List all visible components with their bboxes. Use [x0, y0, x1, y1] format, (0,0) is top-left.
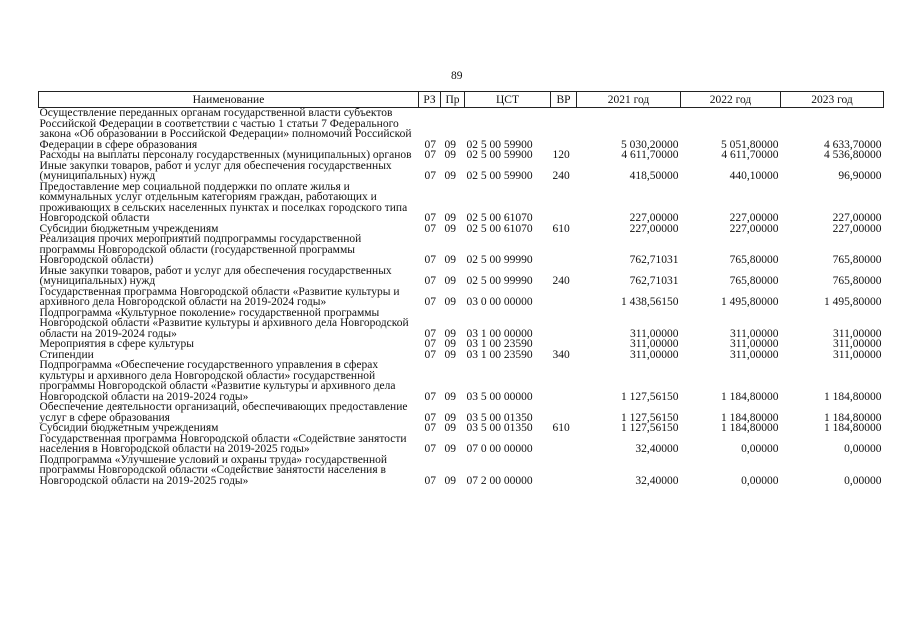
table-row: [39, 108, 884, 151]
cell-y2021: 762,71031: [629, 275, 679, 287]
cell-cst: 03 1 00 23590: [466, 348, 533, 361]
table-row: [39, 434, 884, 455]
cell-y2022: 311,00000: [730, 348, 779, 361]
cell-y2022: 227,00000: [729, 212, 779, 224]
cell-vr: 610: [552, 222, 570, 235]
cell-vr: [551, 360, 577, 402]
cell-pr: 09: [444, 390, 456, 403]
cell-name: Подпрограмма «Улучшение условий и охраны труда» государственной программы Новгородской области «Содействие занятости населения в Новгородской области на 2019-2025 годы»: [39, 453, 388, 487]
cell-cst: 07 0 00 00000: [466, 443, 533, 455]
cell-y2022: 765,80000: [729, 275, 779, 287]
table-row: [39, 455, 884, 487]
cell-y2021: 762,71031: [629, 254, 679, 266]
cell-vr: [551, 455, 577, 487]
cell-vr: [551, 287, 577, 308]
cell-rz: 07: [424, 254, 436, 266]
table-row: [39, 423, 884, 434]
table-body: [39, 108, 884, 487]
header-rz: РЗ: [419, 92, 441, 108]
header-2023: 2023 год: [781, 92, 884, 108]
cell-y2022: 1 184,80000: [721, 411, 779, 424]
cell-y2022: 4 611,70000: [721, 149, 779, 161]
header-2021: 2021 год: [577, 92, 681, 108]
cell-pr: 09: [444, 474, 456, 487]
cell-name: Предоставление мер социальной поддержки по оплате жилья и коммунальных услуг отдельным категориям граждан, работающих и проживающих в сельских населенных пунктах и поселках городского типа Новгородской области: [39, 180, 408, 224]
cell-name: Государственная программа Новгородской области «Содействие занятости населения в Новгородской области на 2019-2025 годы»: [39, 432, 407, 455]
cell-y2021: 1 127,56150: [621, 411, 679, 424]
cell-rz: 07: [424, 474, 436, 487]
cell-pr: 09: [444, 138, 456, 151]
table-row: [39, 360, 884, 402]
cell-name: Подпрограмма «Культурное поколение» государственной программы Новгородской области «Развитие культуры и архивного дела Новгородской области на 2019-2024 годы»: [39, 306, 409, 340]
cell-y2023: 1 184,80000: [824, 390, 882, 403]
cell-name: Субсидии бюджетным учреждениям: [39, 422, 219, 434]
cell-vr: [551, 308, 577, 340]
cell-cst: 03 5 00 01350: [466, 422, 533, 434]
cell-y2021: 32,40000: [635, 474, 679, 487]
cell-cst: 03 0 00 00000: [466, 296, 533, 308]
cell-y2022: 440,10000: [729, 170, 779, 182]
cell-vr: 340: [552, 348, 570, 361]
cell-cst: 02 5 00 99990: [466, 275, 533, 287]
table-row: [39, 339, 884, 350]
cell-vr: [551, 434, 577, 455]
cell-vr: 240: [552, 170, 570, 182]
table-row: [39, 150, 884, 161]
cell-pr: 09: [444, 411, 456, 424]
cell-rz: 07: [424, 149, 436, 161]
table-row: [39, 266, 884, 287]
cell-rz: 07: [424, 348, 436, 361]
cell-rz: 07: [424, 138, 436, 151]
cell-cst: 02 5 00 99990: [466, 254, 533, 266]
cell-name: Иные закупки товаров, работ и услуг для обеспечения государственных (муниципальных) нужд: [39, 159, 392, 182]
cell-name: Подпрограмма «Обеспечение государственного управления в сферах культуры и архивного дела Новгородской области» государственной программы Новгородской области «Развитие культуры и архивного дела Новгородской области на 2019-2024 годы»: [39, 359, 396, 403]
cell-vr: 610: [552, 422, 570, 434]
table-row: [39, 234, 884, 266]
table-header-row: [39, 92, 884, 108]
cell-y2022: 1 184,80000: [721, 390, 779, 403]
cell-vr: [551, 234, 577, 266]
cell-y2021: 4 611,70000: [621, 149, 679, 161]
cell-cst: 03 1 00 23590: [466, 338, 533, 350]
cell-vr: [551, 108, 577, 151]
cell-pr: 09: [444, 222, 456, 235]
cell-cst: 03 1 00 00000: [466, 327, 533, 340]
cell-vr: [551, 402, 577, 423]
cell-y2023: 96,90000: [838, 170, 882, 182]
cell-y2023: 1 184,80000: [824, 422, 882, 434]
cell-y2023: 0,00000: [844, 443, 882, 455]
cell-y2022: 0,00000: [741, 443, 779, 455]
budget-table: [38, 91, 884, 486]
cell-y2022: 311,00000: [730, 338, 779, 350]
cell-y2023: 311,00000: [833, 348, 882, 361]
cell-y2023: 765,80000: [832, 254, 882, 266]
cell-rz: 07: [424, 411, 436, 424]
cell-name: Расходы на выплаты персоналу государственных (муниципальных) органов: [39, 149, 412, 161]
cell-y2022: 227,00000: [729, 222, 779, 235]
cell-y2021: 227,00000: [629, 212, 679, 224]
cell-y2023: 4 536,80000: [824, 149, 882, 161]
cell-name: Реализация прочих мероприятий подпрограммы государственной программы Новгородской области (государственной программы Новгородской области): [39, 233, 362, 266]
cell-rz: 07: [424, 170, 436, 182]
cell-y2023: 311,00000: [833, 338, 882, 350]
cell-pr: 09: [444, 327, 456, 340]
cell-cst: 07 2 00 00000: [466, 474, 533, 487]
cell-rz: 07: [424, 338, 436, 350]
cell-y2022: 0,00000: [741, 474, 779, 487]
cell-rz: 07: [424, 422, 436, 434]
cell-rz: 07: [424, 212, 436, 224]
cell-y2021: 5 030,20000: [621, 138, 679, 151]
cell-y2021: 1 438,56150: [621, 296, 679, 308]
cell-y2022: 5 051,80000: [721, 138, 779, 151]
cell-y2022: 1 495,80000: [721, 296, 779, 308]
cell-rz: 07: [424, 443, 436, 455]
cell-y2023: 227,00000: [832, 222, 882, 235]
cell-pr: 09: [444, 338, 456, 350]
cell-pr: 09: [444, 254, 456, 266]
cell-cst: 02 5 00 59900: [466, 170, 533, 182]
cell-pr: 09: [444, 422, 456, 434]
cell-pr: 09: [444, 275, 456, 287]
cell-cst: 03 5 00 01350: [466, 411, 533, 424]
cell-rz: 07: [424, 275, 436, 287]
header-name: Наименование: [39, 92, 419, 108]
header-vr: ВР: [551, 92, 577, 108]
cell-y2021: 311,00000: [630, 348, 679, 361]
cell-cst: 02 5 00 61070: [466, 212, 533, 224]
cell-pr: 09: [444, 348, 456, 361]
cell-y2023: 765,80000: [832, 275, 882, 287]
cell-y2021: 1 127,56150: [621, 422, 679, 434]
header-cst: ЦСТ: [465, 92, 551, 108]
header-2022: 2022 год: [681, 92, 781, 108]
cell-y2023: 1 184,80000: [824, 411, 882, 424]
cell-name: Осуществление переданных органам государственной власти субъектов Российской Федерации в соответствии с частью 1 статьи 7 Федерального закона «Об образовании в Российской Федерации» полномочий Российской Федерации в сфере образования: [39, 107, 412, 151]
table-row: [39, 287, 884, 308]
cell-y2022: 311,00000: [730, 327, 779, 340]
cell-cst: 03 5 00 00000: [466, 390, 533, 403]
cell-vr: [551, 339, 577, 350]
cell-y2021: 311,00000: [630, 327, 679, 340]
cell-pr: 09: [444, 212, 456, 224]
cell-y2021: 311,00000: [630, 338, 679, 350]
table-row: [39, 308, 884, 340]
cell-vr: 240: [552, 275, 570, 287]
header-pr: Пр: [441, 92, 465, 108]
cell-rz: 07: [424, 390, 436, 403]
cell-y2022: 1 184,80000: [721, 422, 779, 434]
cell-cst: 02 5 00 59900: [466, 149, 533, 161]
cell-y2023: 311,00000: [833, 327, 882, 340]
cell-vr: [551, 182, 577, 224]
table-row: [39, 161, 884, 182]
cell-y2023: 1 495,80000: [824, 296, 882, 308]
table-row: [39, 182, 884, 224]
cell-cst: 02 5 00 59900: [466, 138, 533, 151]
cell-rz: 07: [424, 327, 436, 340]
cell-y2021: 227,00000: [629, 222, 679, 235]
cell-rz: 07: [424, 296, 436, 308]
cell-y2021: 1 127,56150: [621, 390, 679, 403]
cell-y2023: 4 633,70000: [824, 138, 882, 151]
cell-pr: 09: [444, 443, 456, 455]
cell-name: Иные закупки товаров, работ и услуг для обеспечения государственных (муниципальных) нужд: [39, 264, 392, 287]
cell-vr: 120: [552, 149, 570, 161]
cell-pr: 09: [444, 149, 456, 161]
cell-name: Государственная программа Новгородской области «Развитие культуры и архивного дела Новгородской области на 2019-2024 годы»: [39, 285, 400, 308]
cell-y2021: 32,40000: [635, 443, 679, 455]
cell-name: Стипендии: [39, 348, 94, 361]
cell-y2021: 418,50000: [629, 170, 679, 182]
table-row: [39, 402, 884, 423]
cell-y2023: 227,00000: [832, 212, 882, 224]
cell-cst: 02 5 00 61070: [466, 222, 533, 235]
cell-name: Мероприятия в сфере культуры: [39, 338, 195, 350]
cell-name: Обеспечение деятельности организаций, обеспечивающих предоставление услуг в сфере образования: [39, 401, 408, 424]
cell-pr: 09: [444, 296, 456, 308]
cell-pr: 09: [444, 170, 456, 182]
cell-rz: 07: [424, 222, 436, 235]
cell-name: Субсидии бюджетным учреждениям: [39, 222, 219, 235]
cell-y2023: 0,00000: [844, 474, 882, 487]
cell-y2022: 765,80000: [729, 254, 779, 266]
